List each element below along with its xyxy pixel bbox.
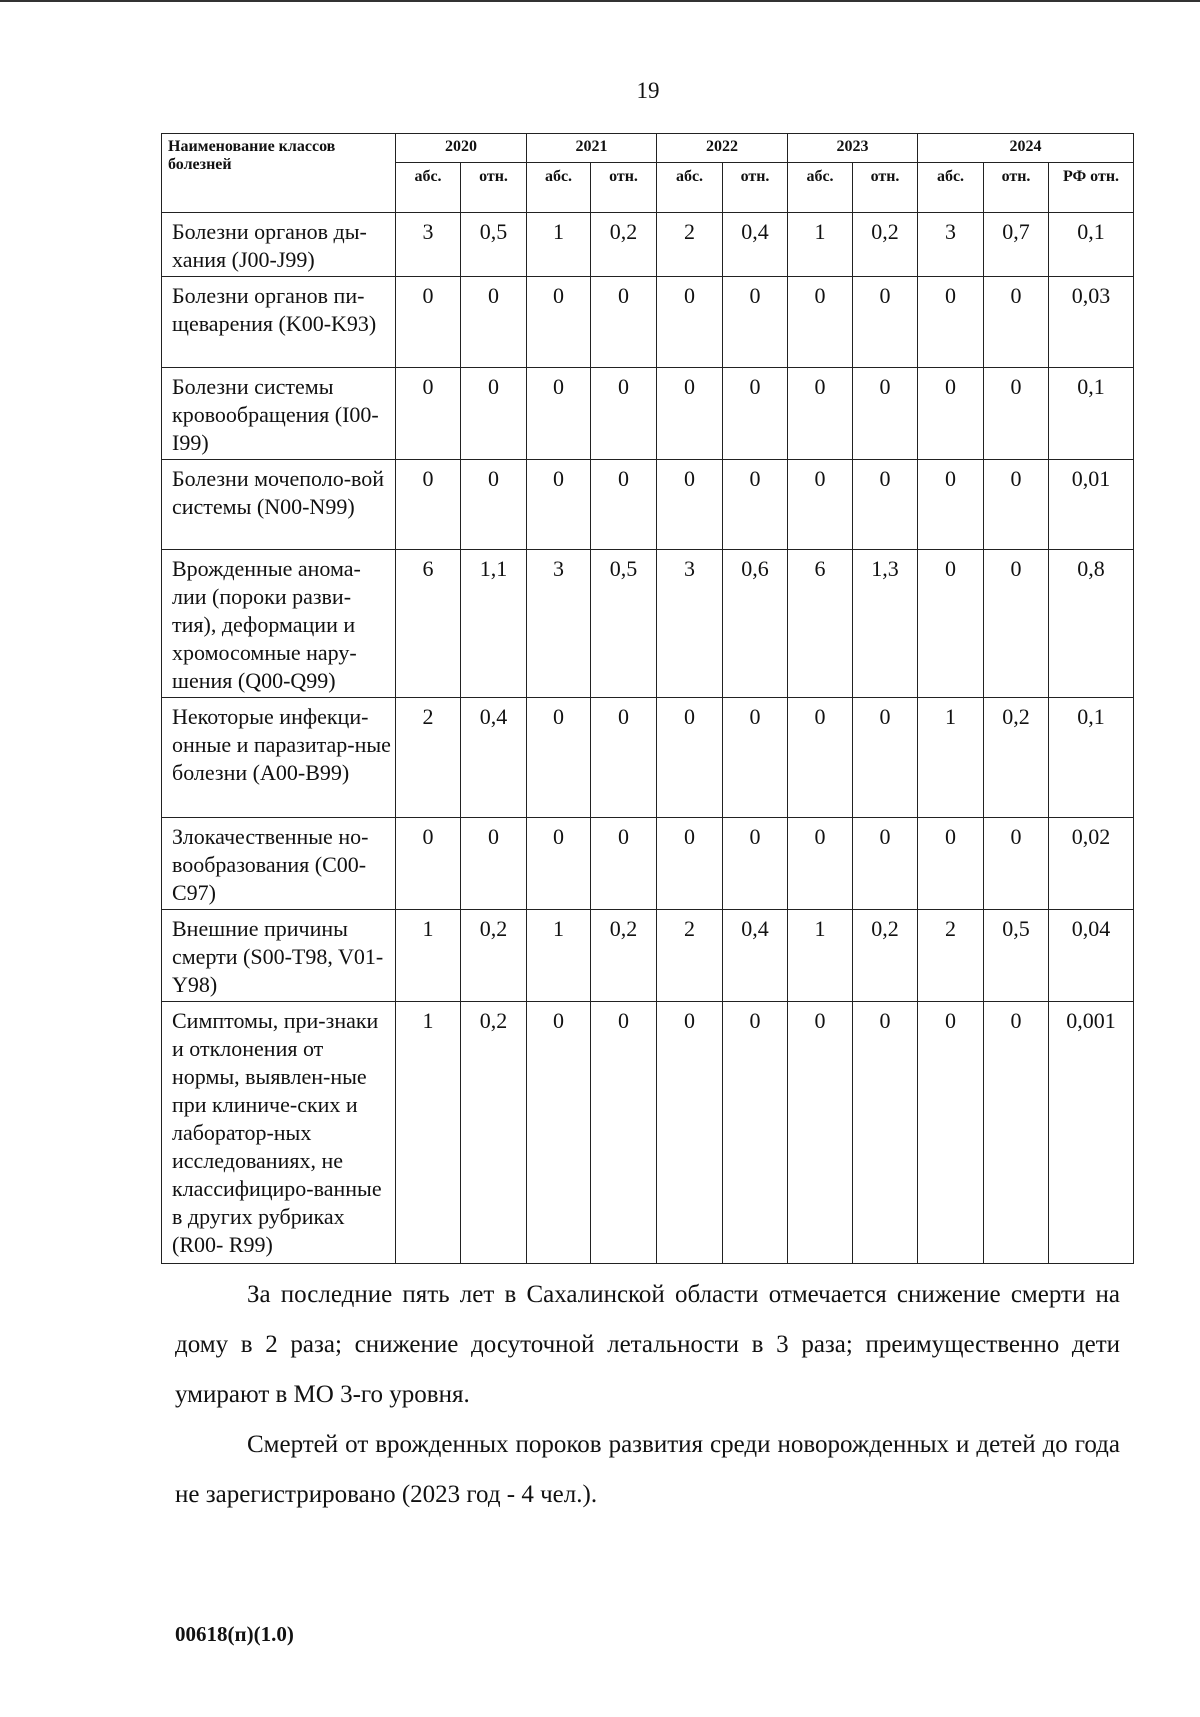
- rel-header: отн.: [591, 163, 657, 213]
- value-cell: 0: [591, 818, 657, 910]
- value-cell: 0: [723, 818, 788, 910]
- abs-header: абс.: [657, 163, 723, 213]
- value-cell: 0: [657, 368, 723, 460]
- value-cell: 0: [853, 277, 918, 368]
- disease-class-cell: Некоторые инфекци-онные и паразитар-ные болезни (A00-B99): [162, 698, 396, 818]
- value-cell: 0: [657, 277, 723, 368]
- disease-class-cell: Злокачественные но-вообразования (C00-C97): [162, 818, 396, 910]
- value-cell: 1,1: [461, 550, 527, 698]
- value-cell: 0: [853, 818, 918, 910]
- value-cell: 1: [527, 213, 591, 277]
- value-cell: 2: [657, 910, 723, 1002]
- value-cell: 0,4: [723, 910, 788, 1002]
- value-cell: 2: [918, 910, 984, 1002]
- disease-class-cell: Симптомы, при-знаки и отклонения от нормы, выявлен-ные при клиниче-ских и лаборатор-ных исследованиях, не классифициро-ванные в других рубриках (R00- R99): [162, 1002, 396, 1264]
- value-cell: 0: [984, 460, 1049, 550]
- value-cell: 0,03: [1049, 277, 1134, 368]
- value-cell: 0: [788, 1002, 853, 1264]
- value-cell: 0,7: [984, 213, 1049, 277]
- value-cell: 0,04: [1049, 910, 1134, 1002]
- value-cell: 0,2: [984, 698, 1049, 818]
- value-cell: 0: [461, 460, 527, 550]
- document-code: 00618(п)(1.0): [175, 1622, 294, 1646]
- value-cell: 0,5: [591, 550, 657, 698]
- value-cell: 0,2: [461, 910, 527, 1002]
- value-cell: 3: [918, 213, 984, 277]
- value-cell: 0,2: [853, 910, 918, 1002]
- value-cell: 0: [984, 368, 1049, 460]
- value-cell: 0: [527, 1002, 591, 1264]
- value-cell: 0,4: [723, 213, 788, 277]
- value-cell: 0: [396, 460, 461, 550]
- disease-class-cell: Внешние причины смерти (S00-T98, V01-Y98): [162, 910, 396, 1002]
- disease-class-cell: Врожденные анома-лии (пороки разви-тия), деформации и хромосомные нару-шения (Q00-Q99): [162, 550, 396, 698]
- value-cell: 0: [853, 368, 918, 460]
- rf-rel-header: РФ отн.: [1049, 163, 1134, 213]
- paragraph-congenital-defects: Смертей от врожденных пороков развития среди новорожденных и детей до года не зарегистрировано (2023 год - 4 чел.).: [175, 1431, 1120, 1508]
- value-cell: 0: [591, 460, 657, 550]
- value-cell: 0,6: [723, 550, 788, 698]
- value-cell: 0,2: [461, 1002, 527, 1264]
- year-header: 2023: [788, 134, 918, 163]
- table-row: [162, 698, 1134, 818]
- value-cell: 1: [918, 698, 984, 818]
- abs-header: абс.: [527, 163, 591, 213]
- value-cell: 0: [723, 460, 788, 550]
- value-cell: 0: [396, 368, 461, 460]
- value-cell: 0,8: [1049, 550, 1134, 698]
- rel-header: отн.: [853, 163, 918, 213]
- value-cell: 0: [853, 460, 918, 550]
- value-cell: 0: [853, 1002, 918, 1264]
- value-cell: 0: [918, 550, 984, 698]
- value-cell: 0,2: [591, 213, 657, 277]
- value-cell: 1: [396, 910, 461, 1002]
- table-row: [162, 550, 1134, 698]
- disease-class-cell: Болезни системы кровообращения (I00- I99): [162, 368, 396, 460]
- disease-class-cell: Болезни органов ды-хания (J00-J99): [162, 213, 396, 277]
- table-row: [162, 818, 1134, 910]
- rel-header: отн.: [984, 163, 1049, 213]
- value-cell: 0,1: [1049, 368, 1134, 460]
- value-cell: 0: [461, 368, 527, 460]
- value-cell: 0: [984, 818, 1049, 910]
- value-cell: 1: [396, 1002, 461, 1264]
- value-cell: 0,1: [1049, 698, 1134, 818]
- value-cell: 2: [657, 213, 723, 277]
- paragraph-home-deaths: За последние пять лет в Сахалинской области отмечается снижение смерти на дому в 2 раза; снижение досуточной летальности в 3 раза; преимущественно дети умирают в МО 3-го уровня.: [175, 1281, 1120, 1408]
- value-cell: 0: [723, 368, 788, 460]
- value-cell: 0: [723, 277, 788, 368]
- value-cell: 2: [396, 698, 461, 818]
- value-cell: 0: [984, 550, 1049, 698]
- value-cell: 0,1: [1049, 213, 1134, 277]
- value-cell: 0,01: [1049, 460, 1134, 550]
- year-header: 2020: [396, 134, 527, 163]
- value-cell: 0: [723, 1002, 788, 1264]
- value-cell: 0,4: [461, 698, 527, 818]
- value-cell: 0: [918, 460, 984, 550]
- value-cell: 0: [527, 818, 591, 910]
- value-cell: 0: [788, 368, 853, 460]
- rel-header: отн.: [461, 163, 527, 213]
- abs-header: абс.: [918, 163, 984, 213]
- value-cell: 0: [657, 818, 723, 910]
- value-cell: 0: [788, 698, 853, 818]
- value-cell: 0: [918, 368, 984, 460]
- value-cell: 0: [527, 460, 591, 550]
- value-cell: 0: [591, 1002, 657, 1264]
- value-cell: 0: [657, 1002, 723, 1264]
- table-row: [162, 460, 1134, 550]
- value-cell: 0: [396, 277, 461, 368]
- value-cell: 0: [984, 1002, 1049, 1264]
- value-cell: 0,5: [461, 213, 527, 277]
- table-row: [162, 277, 1134, 368]
- disease-class-cell: Болезни мочеполо-вой системы (N00-N99): [162, 460, 396, 550]
- table-row: [162, 910, 1134, 1002]
- rel-header: отн.: [723, 163, 788, 213]
- value-cell: 0: [527, 698, 591, 818]
- header-row-years: [162, 134, 1134, 163]
- table-row: [162, 368, 1134, 460]
- value-cell: 0,2: [591, 910, 657, 1002]
- value-cell: 1: [788, 910, 853, 1002]
- abs-header: абс.: [788, 163, 853, 213]
- table-row: [162, 213, 1134, 277]
- year-header: 2022: [657, 134, 788, 163]
- value-cell: 3: [527, 550, 591, 698]
- value-cell: 0: [918, 277, 984, 368]
- value-cell: 1: [527, 910, 591, 1002]
- value-cell: 0,2: [853, 213, 918, 277]
- disease-class-cell: Болезни органов пи-щеварения (K00-K93): [162, 277, 396, 368]
- abs-header: абс.: [396, 163, 461, 213]
- year-header: 2021: [527, 134, 657, 163]
- value-cell: 1: [788, 213, 853, 277]
- page-number: 19: [636, 78, 660, 103]
- value-cell: 0: [984, 277, 1049, 368]
- value-cell: 3: [396, 213, 461, 277]
- value-cell: 0,02: [1049, 818, 1134, 910]
- value-cell: 0: [788, 818, 853, 910]
- value-cell: 0: [788, 460, 853, 550]
- value-cell: 0: [527, 277, 591, 368]
- value-cell: 0: [918, 1002, 984, 1264]
- table-row: [162, 1002, 1134, 1264]
- value-cell: 0: [461, 277, 527, 368]
- value-cell: 0: [723, 698, 788, 818]
- value-cell: 0: [788, 277, 853, 368]
- value-cell: 0: [461, 818, 527, 910]
- value-cell: 6: [788, 550, 853, 698]
- value-cell: 1,3: [853, 550, 918, 698]
- value-cell: 0: [527, 368, 591, 460]
- value-cell: 3: [657, 550, 723, 698]
- value-cell: 0: [591, 368, 657, 460]
- mortality-table: [161, 133, 1134, 1264]
- value-cell: 0: [657, 698, 723, 818]
- top-rule: [0, 0, 1200, 2]
- value-cell: 0: [657, 460, 723, 550]
- year-header: 2024: [918, 134, 1134, 163]
- value-cell: 0: [853, 698, 918, 818]
- value-cell: 6: [396, 550, 461, 698]
- value-cell: 0: [591, 698, 657, 818]
- disease-class-header: Наименование классов болезней: [162, 134, 396, 213]
- value-cell: 0,5: [984, 910, 1049, 1002]
- value-cell: 0: [396, 818, 461, 910]
- value-cell: 0,001: [1049, 1002, 1134, 1264]
- value-cell: 0: [918, 818, 984, 910]
- value-cell: 0: [591, 277, 657, 368]
